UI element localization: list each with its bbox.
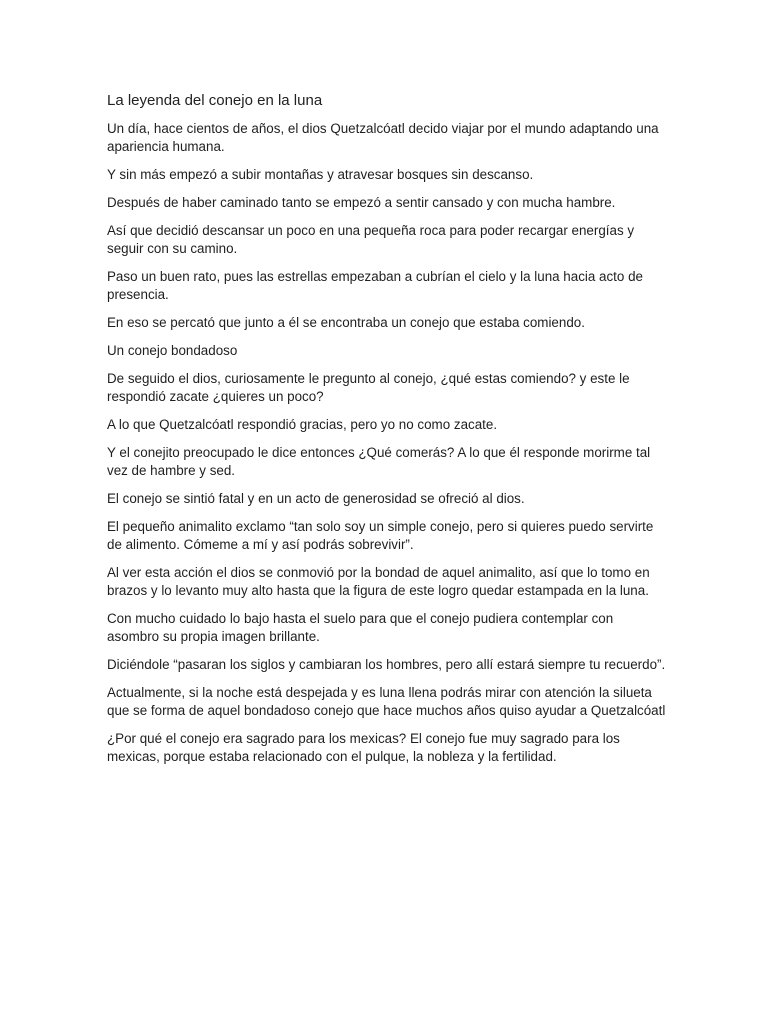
paragraph-10: Y el conejito preocupado le dice entonces ¿Qué comerás? A lo que él responde morirme tal vez de hambre y sed. — [107, 445, 651, 478]
subheading-conejo-bondadoso: Un conejo bondadoso — [107, 343, 238, 358]
paragraph-2: Y sin más empezó a subir montañas y atravesar bosques sin descanso. — [107, 167, 534, 182]
paragraph-12: El pequeño animalito exclamo “tan solo soy un simple conejo, pero si quieres puedo servirte de alimento. Cómeme a mí y así podrás sobrevivir”. — [107, 519, 654, 552]
paragraph-16: Actualmente, si la noche está despejada y es luna llena podrás mirar con atención la silueta que se forma de aquel bondadoso conejo que hace muchos años quiso ayudar a Quetzalcóatl — [107, 685, 666, 718]
document-title: La leyenda del conejo en la luna — [107, 92, 323, 109]
paragraph-8: De seguido el dios, curiosamente le pregunto al conejo, ¿qué estas comiendo? y este le respondió zacate ¿quieres un poco? — [107, 371, 630, 404]
paragraph-6: En eso se percató que junto a él se encontraba un conejo que estaba comiendo. — [107, 315, 585, 330]
paragraph-5: Paso un buen rato, pues las estrellas empezaban a cubrían el cielo y la luna hacia acto de presencia. — [107, 269, 643, 302]
paragraph-17: ¿Por qué el conejo era sagrado para los mexicas? El conejo fue muy sagrado para los mexicas, porque estaba relacionado con el pulque, la nobleza y la fertilidad. — [107, 731, 620, 764]
paragraph-3: Después de haber caminado tanto se empezó a sentir cansado y con mucha hambre. — [107, 195, 616, 210]
paragraph-9: A lo que Quetzalcóatl respondió gracias, pero yo no como zacate. — [107, 417, 498, 432]
paragraph-15: Diciéndole “pasaran los siglos y cambiaran los hombres, pero allí estará siempre tu recuerdo”. — [107, 657, 666, 672]
paragraph-13: Al ver esta acción el dios se conmovió por la bondad de aquel animalito, así que lo tomo en brazos y lo levanto muy alto hasta que la figura de este logro quedar estampada en la luna. — [107, 565, 650, 598]
paragraph-11: El conejo se sintió fatal y en un acto de generosidad se ofreció al dios. — [107, 491, 525, 506]
paragraph-14: Con mucho cuidado lo bajo hasta el suelo para que el conejo pudiera contemplar con asombro su propia imagen brillante. — [107, 611, 614, 644]
paragraph-1: Un día, hace cientos de años, el dios Quetzalcóatl decido viajar por el mundo adaptando una apariencia humana. — [107, 121, 659, 154]
paragraph-4: Así que decidió descansar un poco en una pequeña roca para poder recargar energías y seguir con su camino. — [107, 223, 635, 256]
